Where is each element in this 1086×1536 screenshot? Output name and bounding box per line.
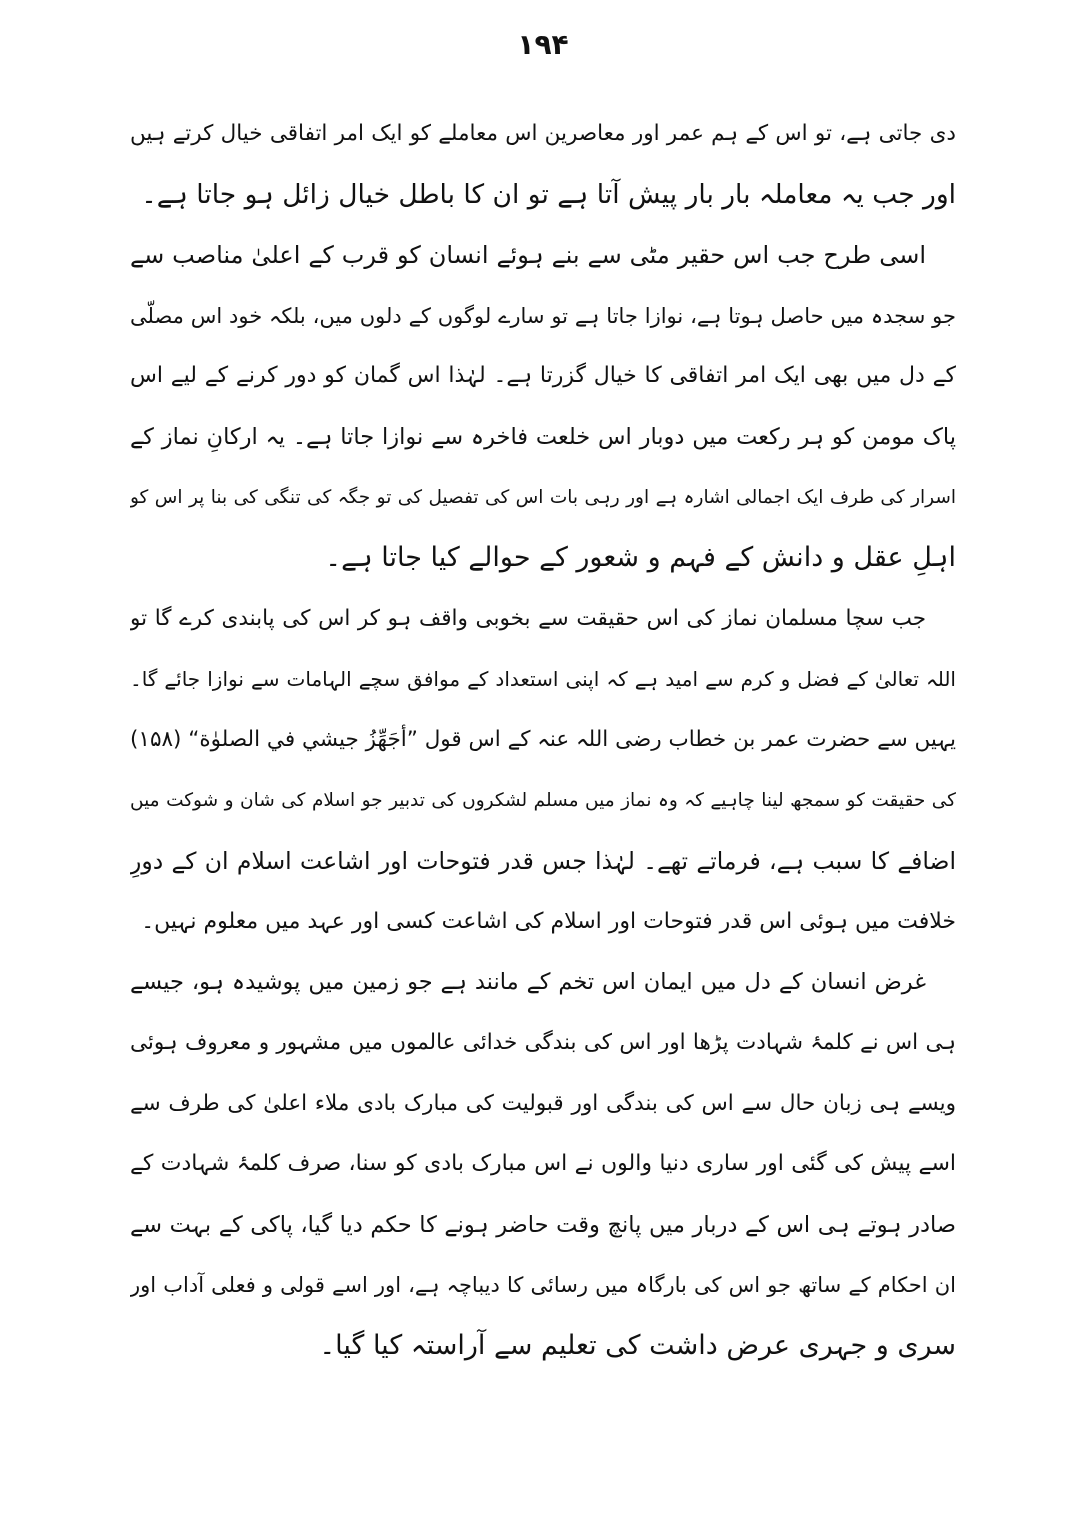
text-line: اضافے کا سبب ہے، فرماتے تھے۔ لہٰذا جس قدر فتوحات اور اشاعت اسلام ان کے دورِ <box>130 847 956 876</box>
text-line: ان احکام کے ساتھ جو اس کی بارگاہ میں رسائی کا دیباچہ ہے، اور اسے قولی و فعلی آداب اور <box>130 1273 956 1298</box>
text-line: صادر ہوتے ہی اس کے دربار میں پانچ وقت حاضر ہونے کا حکم دیا گیا، پاکی کے بہت سے <box>130 1211 956 1238</box>
page-number: ۱۹۴ <box>517 28 569 61</box>
text-line: اسرار کی طرف ایک اجمالی اشارہ ہے اور رہی بات اس کی تفصیل کی تو جگہ کی تنگی کی بنا پر اس کو <box>130 486 956 508</box>
text-line: اسی طرح جب اس حقیر مٹی سے بنے ہوئے انسان کو قرب کے اعلیٰ مناصب سے <box>130 241 926 270</box>
text-line: اللہ تعالیٰ کے فضل و کرم سے امید ہے کہ اپنی استعداد کے موافق سچے الہامات سے نوازا جائے گا۔ <box>130 667 956 692</box>
text-line: سری و جہری عرض داشت کی تعلیم سے آراستہ کیا گیا۔ <box>319 1329 956 1361</box>
text-line: کے دل میں بھی ایک امر اتفاقی کا خیال گزرتا ہے۔ لہٰذا اس گمان کو دور کرنے کے لیے اس <box>130 363 956 389</box>
text-line: ہی اس نے کلمۂ شہادت پڑھا اور اس کی بندگی خدائی عالموں میں مشہور و معروف ہوئی <box>130 1029 956 1055</box>
text-line: کی حقیقت کو سمجھ لینا چاہیے کہ وہ نماز میں مسلم لشکروں کی تدبیر جو اسلام کی شان و شوکت میں <box>130 789 956 811</box>
text-line: یہیں سے حضرت عمر بن خطاب رضی اللہ عنہ کے اس قول ”أجَهِّزُ جيشي في الصلوٰة“ (۱۵۸) <box>130 726 956 752</box>
text-line: اہلِ عقل و دانش کے فہم و شعور کے حوالے کیا جاتا ہے۔ <box>325 542 956 574</box>
text-line: جو سجدہ میں حاصل ہوتا ہے، نوازا جاتا ہے تو سارے لوگوں کے دلوں میں، بلکہ خود اس مصلّی <box>130 303 956 328</box>
text-line: ویسے ہی زبان حال سے اس کی بندگی اور قبولیت کی مبارک بادی ملاء اعلیٰ کی طرف سے <box>130 1090 956 1116</box>
text-line: دی جاتی ہے، تو اس کے ہم عمر اور معاصرین اس معاملے کو ایک امر اتفاقی خیال کرتے ہیں <box>130 121 956 146</box>
text-line: پاک مومن کو ہر رکعت میں دوبار اس خلعت فاخرہ سے نوازا جاتا ہے۔ یہ ارکانِ نماز کے <box>130 423 956 450</box>
text-line: خلافت میں ہوئی اس قدر فتوحات اور اسلام کی اشاعت کسی اور عہد میں معلوم نہیں۔ <box>141 908 956 934</box>
text-line: غرض انسان کے دل میں ایمان اس تخم کے مانند ہے جو زمین میں پوشیدہ ہو، جیسے <box>130 969 926 996</box>
text-line: اسے پیش کی گئی اور ساری دنیا والوں نے اس مبارک بادی کو سنا، صرف کلمۂ شہادت کے <box>130 1151 956 1177</box>
body-text <box>130 104 956 1376</box>
text-line: اور جب یہ معاملہ بار بار پیش آتا ہے تو ان کا باطل خیال زائل ہو جاتا ہے۔ <box>141 178 956 210</box>
text-line: جب سچا مسلمان نماز کی اس حقیقت سے بخوبی واقف ہو کر اس کی پابندی کرے گا تو <box>130 605 926 631</box>
